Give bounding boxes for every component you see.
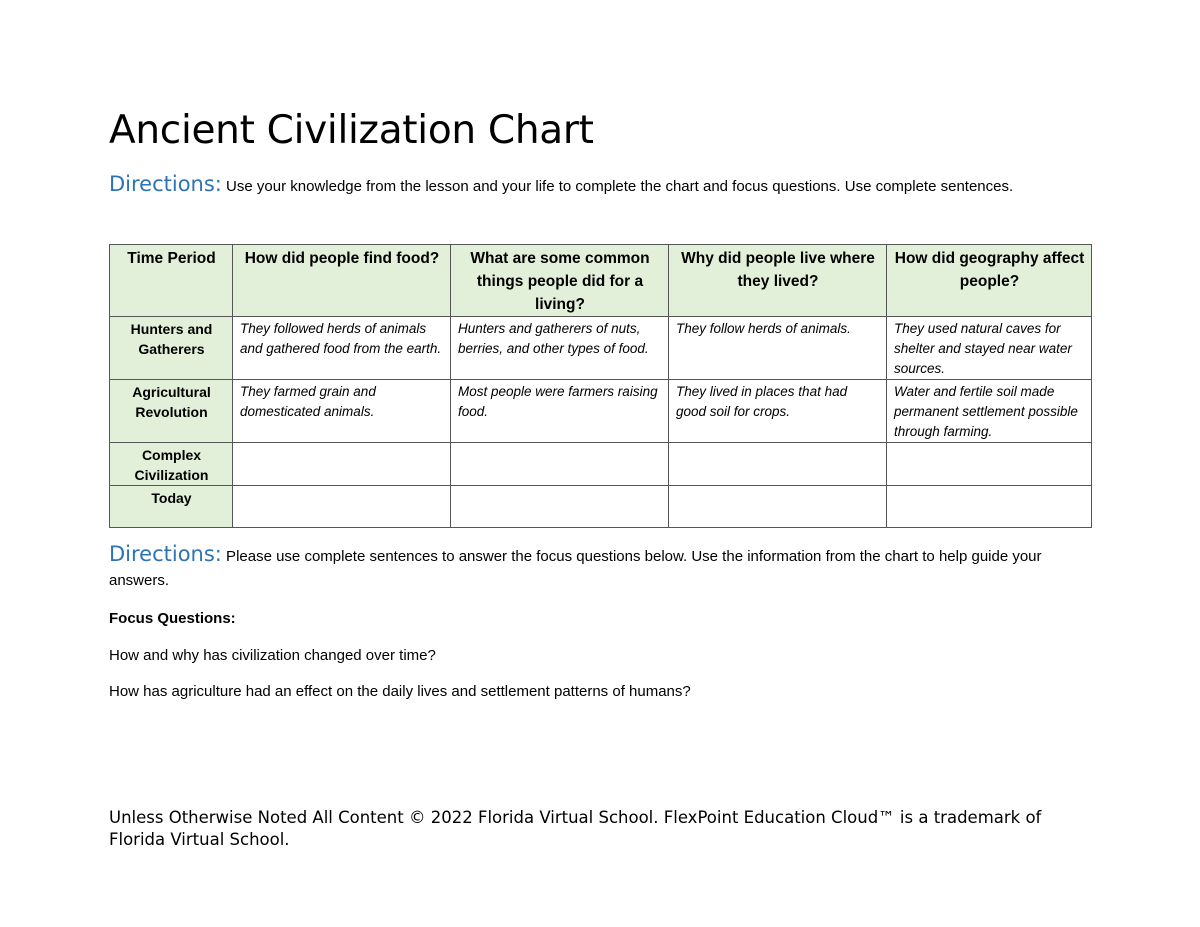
table-cell[interactable] [233, 443, 451, 486]
table-row [110, 486, 1092, 528]
page-title: Ancient Civilization Chart [109, 108, 594, 153]
column-header: Time Period [110, 245, 233, 317]
table-row [110, 317, 1092, 380]
table-cell[interactable]: They lived in places that had good soil for crops. [669, 380, 887, 443]
row-header: Hunters and Gatherers [110, 317, 233, 380]
column-header: How did people find food? [233, 245, 451, 317]
directions-label: Directions: [109, 542, 222, 566]
directions-label: Directions: [109, 172, 222, 196]
directions-paragraph-1 [109, 172, 1069, 199]
copyright-footer: Unless Otherwise Noted All Content © 2022 Florida Virtual School. FlexPoint Education Cloud™ is a trademark of Florida Virtual School. [109, 808, 1042, 849]
table-cell[interactable]: Water and fertile soil made permanent settlement possible through farming. [887, 380, 1092, 443]
column-header: Why did people live where they lived? [669, 245, 887, 317]
table-cell[interactable]: They used natural caves for shelter and stayed near water sources. [887, 317, 1092, 380]
table-cell[interactable] [887, 486, 1092, 528]
directions-paragraph-2 [109, 542, 1089, 593]
focus-question: How has agriculture had an effect on the daily lives and settlement patterns of humans? [109, 683, 691, 700]
directions-text: Use your knowledge from the lesson and your life to complete the chart and focus questions. Use complete sentences. [221, 178, 1014, 195]
table-cell[interactable]: They follow herds of animals. [669, 317, 887, 380]
table-row [110, 443, 1092, 486]
focus-questions-heading: Focus Questions: [109, 610, 236, 627]
row-header: Today [110, 486, 233, 528]
table-cell[interactable] [669, 443, 887, 486]
row-header: Complex Civilization [110, 443, 233, 486]
table-cell[interactable]: Most people were farmers raising food. [451, 380, 669, 443]
directions-text: Please use complete sentences to answer the focus questions below. Use the information from the chart to help guide your answers. [109, 548, 1042, 589]
table-cell[interactable] [233, 486, 451, 528]
focus-question: How and why has civilization changed over time? [109, 647, 436, 664]
table-cell[interactable]: They farmed grain and domesticated animals. [233, 380, 451, 443]
table-row [110, 380, 1092, 443]
table-header-row [110, 245, 1092, 317]
table-cell[interactable] [669, 486, 887, 528]
table-cell[interactable] [451, 443, 669, 486]
table-cell[interactable]: Hunters and gatherers of nuts, berries, and other types of food. [451, 317, 669, 380]
civilization-chart-table [109, 244, 1092, 528]
row-header: Agricultural Revolution [110, 380, 233, 443]
table-cell[interactable] [451, 486, 669, 528]
table-cell[interactable] [887, 443, 1092, 486]
column-header: What are some common things people did for a living? [451, 245, 669, 317]
table-cell[interactable]: They followed herds of animals and gathered food from the earth. [233, 317, 451, 380]
column-header: How did geography affect people? [887, 245, 1092, 317]
